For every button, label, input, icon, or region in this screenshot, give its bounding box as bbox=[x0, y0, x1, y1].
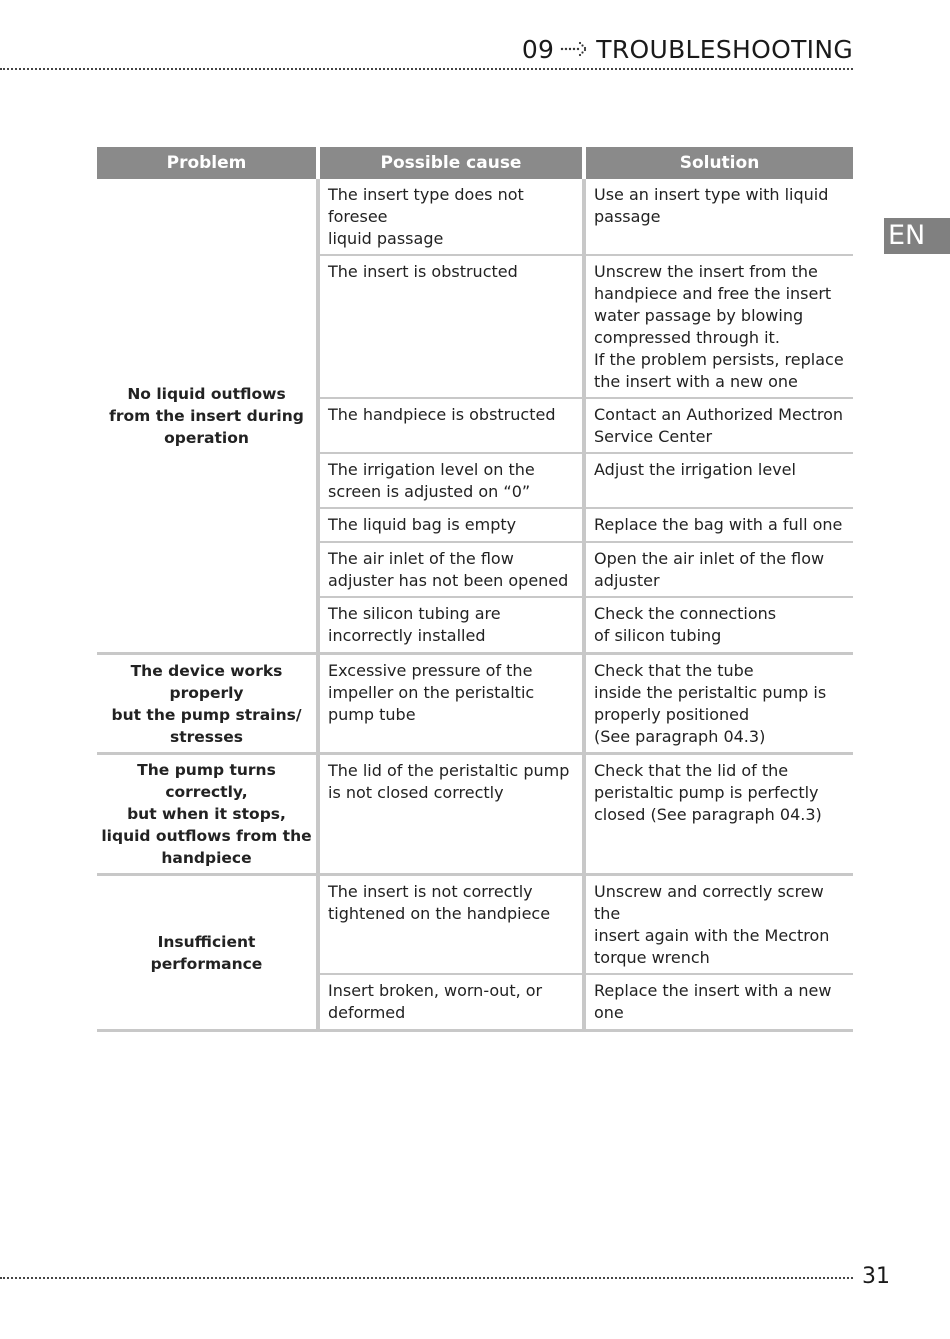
text-line: (See paragraph 04.3) bbox=[594, 727, 766, 746]
text-line: adjuster bbox=[594, 571, 660, 590]
table-body bbox=[97, 179, 853, 1032]
language-tab: EN bbox=[884, 218, 950, 254]
text-line: Open the air inlet of the flow bbox=[594, 549, 825, 568]
cause-cell bbox=[316, 399, 582, 454]
text-line: Service Center bbox=[594, 427, 713, 446]
solution-cell bbox=[582, 755, 853, 876]
text-line: but when it stops, bbox=[127, 805, 286, 823]
troubleshooting-table bbox=[97, 147, 853, 1032]
text-line: water passage by blowing bbox=[594, 306, 804, 325]
problem-cell bbox=[97, 755, 316, 876]
table-row bbox=[97, 755, 853, 876]
solution-cell bbox=[582, 598, 853, 655]
text-line: deformed bbox=[328, 1003, 406, 1022]
cause-cell bbox=[316, 655, 582, 755]
cause-cell bbox=[316, 509, 582, 543]
text-line: adjuster has not been opened bbox=[328, 571, 569, 590]
solution-cell bbox=[582, 454, 853, 509]
table-row bbox=[97, 179, 853, 256]
text-line: tightened on the handpiece bbox=[328, 904, 551, 923]
text-line: Contact an Authorized Mectron bbox=[594, 405, 844, 424]
text-line: from the insert during bbox=[109, 406, 304, 425]
text-line: of silicon tubing bbox=[594, 626, 722, 645]
table-row bbox=[97, 876, 853, 975]
solution-cell bbox=[582, 543, 853, 598]
text-line: Unscrew and correctly screw the bbox=[594, 882, 824, 923]
text-line: Check the connections bbox=[594, 604, 777, 623]
text-line: If the problem persists, replace bbox=[594, 350, 844, 369]
text-line: inside the peristaltic pump is bbox=[594, 683, 827, 702]
text-line: screen is adjusted on “0” bbox=[328, 482, 531, 501]
solution-cell bbox=[582, 399, 853, 454]
cause-cell bbox=[316, 876, 582, 975]
cause-cell bbox=[316, 975, 582, 1032]
text-line: incorrectly installed bbox=[328, 626, 486, 645]
cause-cell bbox=[316, 179, 582, 256]
cause-cell bbox=[316, 543, 582, 598]
text-line: Excessive pressure of the bbox=[328, 661, 533, 680]
text-line: operation bbox=[164, 428, 249, 447]
column-header-cause: Possible cause bbox=[316, 147, 582, 179]
page-header bbox=[0, 32, 853, 70]
text-line: but the pump strains/ bbox=[111, 705, 302, 724]
table-row bbox=[97, 655, 853, 755]
solution-cell bbox=[582, 256, 853, 399]
text-line: Use an insert type with liquid bbox=[594, 185, 829, 204]
text-line: Replace the insert with a new bbox=[594, 981, 832, 1000]
text-line: liquid outflows from the bbox=[101, 827, 312, 845]
text-line: torque wrench bbox=[594, 948, 710, 967]
text-line: Replace the bag with a full one bbox=[594, 515, 843, 534]
footer-rule bbox=[0, 1277, 853, 1279]
text-line: properly positioned bbox=[594, 705, 750, 724]
text-line: one bbox=[594, 1003, 624, 1022]
text-line: The insert is not correctly bbox=[328, 882, 533, 901]
text-line: Insert broken, worn-out, or bbox=[328, 981, 543, 1000]
problem-cell bbox=[97, 179, 316, 655]
text-line: impeller on the peristaltic bbox=[328, 683, 535, 702]
problem-cell bbox=[97, 655, 316, 755]
chapter-number: 09 bbox=[521, 35, 555, 64]
text-line: passage bbox=[594, 207, 661, 226]
text-line: The silicon tubing are bbox=[328, 604, 501, 623]
page-number: 31 bbox=[862, 1264, 890, 1289]
dotted-arrow-icon bbox=[560, 33, 590, 69]
text-line: pump tube bbox=[328, 705, 416, 724]
cause-cell bbox=[316, 256, 582, 399]
text-line: Unscrew the insert from the bbox=[594, 262, 818, 281]
text-line: is not closed correctly bbox=[328, 783, 504, 802]
text-line: The pump turns correctly, bbox=[137, 761, 276, 801]
text-line: compressed through it. bbox=[594, 328, 780, 347]
cause-cell bbox=[316, 598, 582, 655]
text-line: The insert is obstructed bbox=[328, 262, 518, 281]
column-header-problem: Problem bbox=[97, 147, 316, 179]
solution-cell bbox=[582, 975, 853, 1032]
text-line: closed (See paragraph 04.3) bbox=[594, 805, 822, 824]
text-line: Insufficient bbox=[157, 932, 256, 951]
page-header-title: TROUBLESHOOTING bbox=[596, 35, 853, 64]
text-line: No liquid outflows bbox=[127, 384, 286, 403]
column-header-solution: Solution bbox=[582, 147, 853, 179]
text-line: handpiece and free the insert bbox=[594, 284, 832, 303]
solution-cell bbox=[582, 179, 853, 256]
text-line: The air inlet of the flow bbox=[328, 549, 514, 568]
problem-cell bbox=[97, 876, 316, 1032]
text-line: The insert type does not foresee bbox=[328, 185, 524, 226]
text-line: Check that the lid of the bbox=[594, 761, 789, 780]
text-line: The liquid bag is empty bbox=[328, 515, 517, 534]
text-line: the insert with a new one bbox=[594, 372, 798, 391]
text-line: insert again with the Mectron bbox=[594, 926, 830, 945]
text-line: peristaltic pump is perfectly bbox=[594, 783, 819, 802]
text-line: The irrigation level on the bbox=[328, 460, 535, 479]
solution-cell bbox=[582, 876, 853, 975]
solution-cell bbox=[582, 655, 853, 755]
cause-cell bbox=[316, 454, 582, 509]
text-line: handpiece bbox=[161, 849, 252, 867]
text-line: Adjust the irrigation level bbox=[594, 460, 796, 479]
solution-cell bbox=[582, 509, 853, 543]
text-line: Check that the tube bbox=[594, 661, 754, 680]
text-line: performance bbox=[150, 954, 263, 973]
cause-cell bbox=[316, 755, 582, 876]
text-line: liquid passage bbox=[328, 229, 444, 248]
text-line: The device works properly bbox=[130, 661, 283, 702]
text-line: The handpiece is obstructed bbox=[328, 405, 556, 424]
text-line: The lid of the peristaltic pump bbox=[328, 761, 570, 780]
text-line: stresses bbox=[170, 727, 243, 746]
table-header-row bbox=[97, 147, 853, 179]
